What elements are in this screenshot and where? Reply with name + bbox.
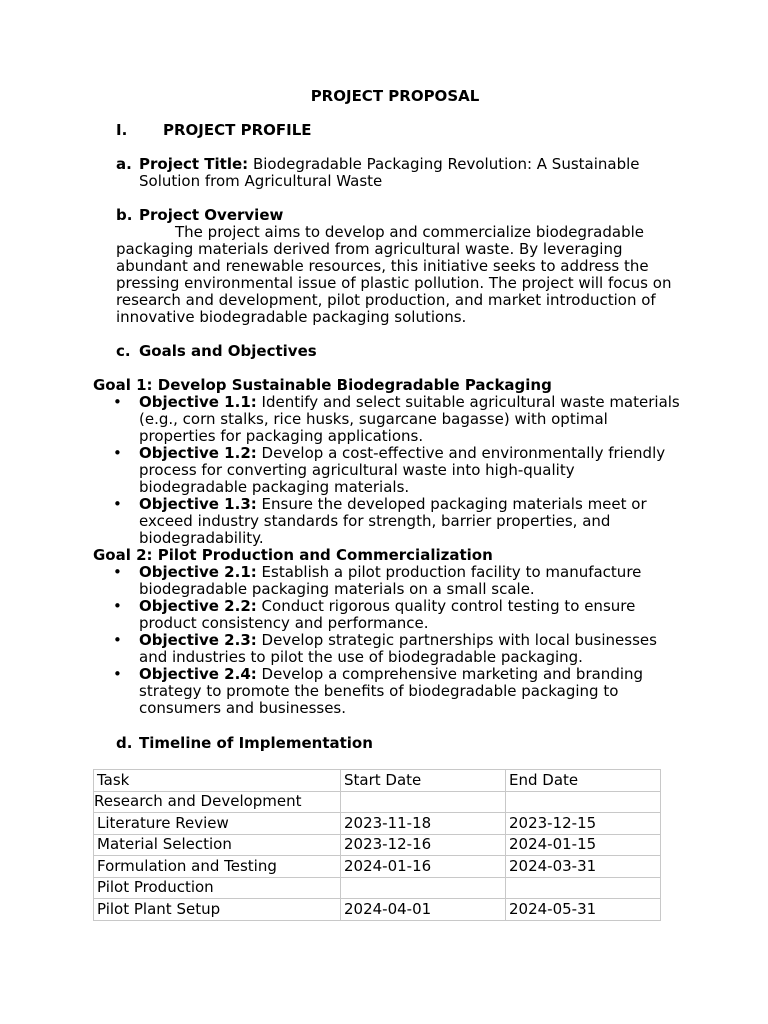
bullet: • (113, 597, 122, 615)
start-date-cell: 2023-12-16 (341, 834, 506, 856)
start-date-cell: 2024-04-01 (341, 899, 506, 921)
table-row (94, 877, 661, 899)
task-cell: Literature Review (94, 813, 341, 835)
objective-item (93, 598, 684, 632)
objective-label: Objective 2.4: (139, 665, 257, 683)
start-date-cell: 2024-01-16 (341, 856, 506, 878)
project-title-value: Biodegradable Packaging Revolution: A Sustainable Solution from Agricultural Waste (139, 155, 640, 190)
goal-title: Goal 1: Develop Sustainable Biodegradable Packaging (93, 376, 552, 394)
objective-item (93, 632, 684, 666)
objective-text: Develop strategic partnerships with local businesses and industries to pilot the use of biodegradable packaging. (139, 631, 657, 666)
start-date-cell: 2023-11-18 (341, 813, 506, 835)
header-cell-task: Task (94, 770, 341, 792)
overview-label: Project Overview (139, 206, 284, 224)
objective-text: Ensure the developed packaging materials meet or exceed industry standards for strength, barrier properties, and biodegradability. (139, 495, 647, 547)
overview-heading (116, 207, 283, 224)
timeline-letter: d. (116, 734, 133, 752)
objective-item (93, 394, 684, 445)
task-cell: Pilot Production (94, 877, 341, 899)
end-date-cell (506, 791, 661, 813)
section-title: PROJECT PROFILE (163, 121, 312, 139)
overview-letter: b. (116, 206, 133, 224)
project-title-block (116, 156, 686, 190)
bullet: • (113, 444, 122, 462)
timeline-label: Timeline of Implementation (139, 734, 373, 752)
bullet: • (113, 563, 122, 581)
objective-label: Objective 2.3: (139, 631, 257, 649)
objective-text: Develop a cost-effective and environmentally friendly process for converting agricultural waste into high-quality biodegradable packaging materials. (139, 444, 666, 496)
objective-text: Identify and select suitable agricultural waste materials (e.g., corn stalks, rice husks, sugarcane bagasse) with optimal properties for packaging applications. (139, 393, 680, 445)
objective-list (93, 564, 693, 717)
end-date-cell (506, 877, 661, 899)
objective-item (93, 445, 684, 496)
bullet: • (113, 665, 122, 683)
start-date-cell (341, 791, 506, 813)
table-row (94, 856, 661, 878)
objective-label: Objective 2.2: (139, 597, 257, 615)
goals-label: Goals and Objectives (139, 342, 317, 360)
objective-list (93, 394, 693, 547)
objective-label: Objective 1.1: (139, 393, 257, 411)
start-date-cell (341, 877, 506, 899)
bullet: • (113, 393, 122, 411)
task-cell: Material Selection (94, 834, 341, 856)
objective-label: Objective 1.2: (139, 444, 257, 462)
overview-paragraph: The project aims to develop and commercialize biodegradable packaging materials derived from agricultural waste. By leveraging abundant and renewable resources, this initiative seeks to address the pressing environmental issue of plastic pollution. The project will focus on research and development, pilot production, and market introduction of innovative biodegradable packaging solutions. (116, 223, 672, 326)
header-cell-end-date: End Date (506, 770, 661, 792)
objective-text: Conduct rigorous quality control testing to ensure product consistency and performance. (139, 597, 636, 632)
goals-list (93, 377, 693, 717)
document-title: PROJECT PROPOSAL (310, 87, 480, 105)
task-cell: Pilot Plant Setup (94, 899, 341, 921)
timeline-heading (116, 735, 373, 752)
objective-text: Develop a comprehensive marketing and branding strategy to promote the benefits of biodegradable packaging to consumers and businesses. (139, 665, 644, 717)
project-title-letter: a. (116, 155, 132, 173)
objective-item (93, 496, 684, 547)
project-title-body (139, 156, 686, 190)
task-cell: Research and Development (94, 791, 341, 813)
table-row (94, 791, 661, 813)
goals-letter: c. (116, 342, 131, 360)
end-date-cell: 2024-03-31 (506, 856, 661, 878)
timeline-table (93, 769, 661, 921)
header-cell-start-date: Start Date (341, 770, 506, 792)
end-date-cell: 2024-01-15 (506, 834, 661, 856)
section-heading (116, 122, 312, 139)
bullet: • (113, 495, 122, 513)
goals-heading (116, 343, 317, 360)
objective-item (93, 564, 684, 598)
section-number: I. (116, 121, 128, 139)
objective-item (93, 666, 684, 717)
table-row (94, 813, 661, 835)
bullet: • (113, 631, 122, 649)
end-date-cell: 2024-05-31 (506, 899, 661, 921)
objective-text: Establish a pilot production facility to manufacture biodegradable packaging materials on a small scale. (139, 563, 642, 598)
task-cell: Formulation and Testing (94, 856, 341, 878)
project-title-label: Project Title: (139, 155, 249, 173)
table-header-row (94, 770, 661, 792)
objective-label: Objective 2.1: (139, 563, 257, 581)
table-row (94, 834, 661, 856)
table-row (94, 899, 661, 921)
goal-title: Goal 2: Pilot Production and Commercialization (93, 546, 493, 564)
objective-label: Objective 1.3: (139, 495, 257, 513)
end-date-cell: 2023-12-15 (506, 813, 661, 835)
